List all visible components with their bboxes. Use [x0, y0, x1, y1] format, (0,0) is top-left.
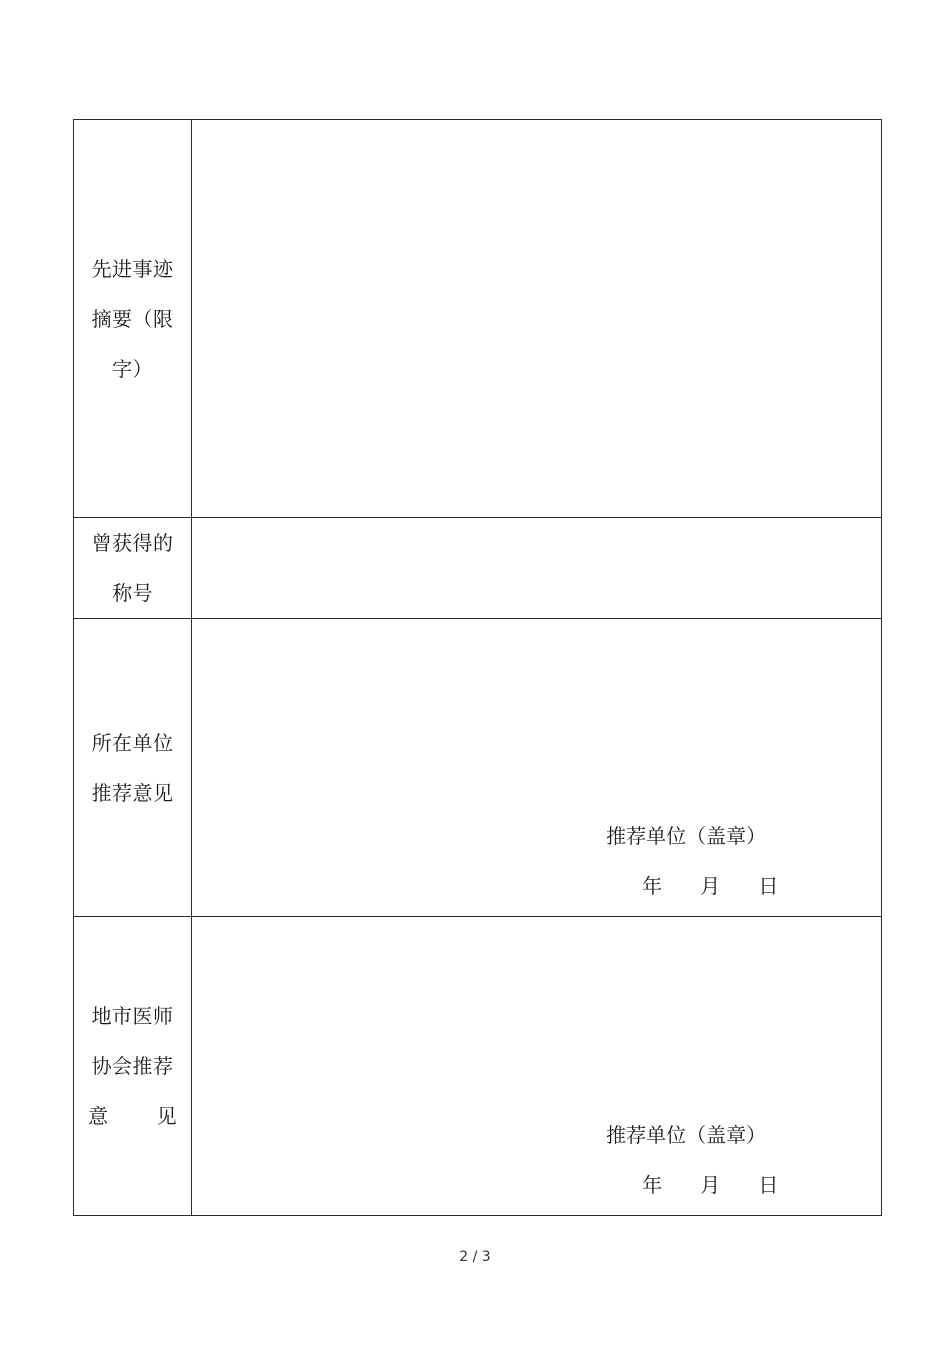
- association-opinion-field[interactable]: [192, 917, 882, 1216]
- seal-line: 推荐单位（盖章）: [606, 1123, 767, 1147]
- signature-block: [606, 811, 846, 911]
- label-line: 地市医师: [91, 1004, 174, 1028]
- unit-opinion-row: [74, 619, 882, 917]
- association-opinion-label: [74, 917, 192, 1216]
- date-line: 年 月 日: [642, 1173, 779, 1197]
- unit-opinion-field[interactable]: [192, 619, 882, 917]
- label-line: 意 见: [88, 1104, 178, 1128]
- achievements-label: [74, 120, 192, 518]
- signature-block: [606, 1110, 846, 1210]
- unit-opinion-label: [74, 619, 192, 917]
- label-line: 所在单位: [91, 730, 174, 755]
- date-line: 年 月 日: [642, 874, 779, 898]
- label-line: 字）: [112, 356, 154, 381]
- honors-row: [74, 518, 882, 619]
- page-number: 2 / 3: [459, 1249, 491, 1265]
- seal-line: 推荐单位（盖章）: [606, 824, 767, 848]
- label-line: 推荐意见: [91, 780, 174, 805]
- honors-field[interactable]: [192, 518, 882, 619]
- label-line: 曾获得的: [91, 531, 174, 555]
- achievements-row: [74, 120, 882, 518]
- nomination-form-table: [73, 119, 882, 1216]
- label-line: 协会推荐: [91, 1054, 174, 1078]
- label-line: 摘要（限: [91, 306, 174, 331]
- association-opinion-row: [74, 917, 882, 1216]
- honors-label: [74, 518, 192, 619]
- label-line: 先进事迹: [91, 256, 174, 281]
- achievements-field[interactable]: [192, 120, 882, 518]
- label-line: 称号: [112, 581, 154, 605]
